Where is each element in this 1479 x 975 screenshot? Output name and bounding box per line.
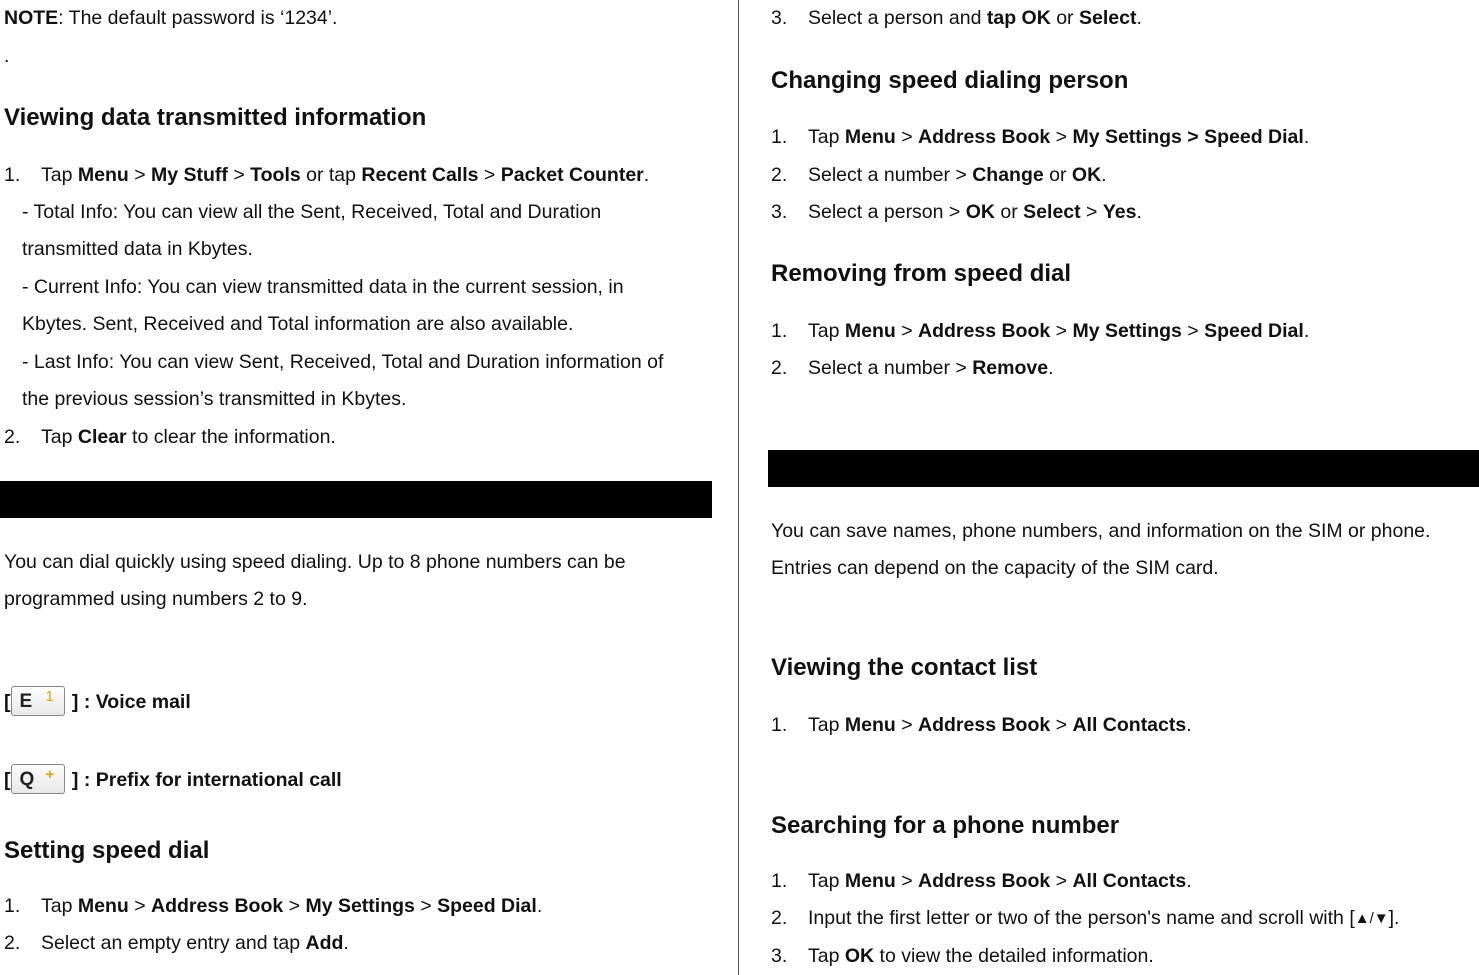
changing-speed-heading: Changing speed dialing person [771, 67, 1129, 94]
removing-step-1: 1. Tap Menu > Address Book > My Settings > Speed Dial. [771, 320, 1310, 342]
viewing-step-1: 1. Tap Menu > My Stuff > Tools or tap Recent Calls > Packet Counter. [4, 164, 650, 186]
changing-step-2: 2. Select a number > Change or OK. [771, 164, 1107, 186]
viewing-contacts-step-1: 1. Tap Menu > Address Book > All Contacts. [771, 714, 1192, 736]
left-column [0, 0, 735, 975]
key-e-icon: E 1 [11, 686, 65, 716]
current-info-text-2: Kbytes. Sent, Received and Total information are also available. [22, 313, 574, 335]
setting-step-1: 1. Tap Menu > Address Book > My Settings > Speed Dial. [4, 895, 543, 917]
column-divider [738, 0, 739, 975]
viewing-contacts-heading: Viewing the contact list [771, 654, 1038, 681]
last-info-text-1: - Last Info: You can view Sent, Received, Total and Duration information of [22, 351, 664, 373]
contacts-intro-2: Entries can depend on the capacity of the SIM card. [771, 557, 1219, 579]
current-info-text-1: - Current Info: You can view transmitted data in the current session, in [22, 276, 624, 298]
setting-step-2: 2. Select an empty entry and tap Add. [4, 932, 349, 954]
setting-speed-dial-heading: Setting speed dial [4, 837, 210, 864]
contacts-intro-1: You can save names, phone numbers, and information on the SIM or phone. [771, 520, 1431, 542]
setting-step-3: 3. Select a person and tap OK or Select. [771, 7, 1142, 29]
prefix-key-line: [ Q + ] : Prefix for international call [4, 764, 342, 794]
searching-step-1: 1. Tap Menu > Address Book > All Contacts. [771, 870, 1192, 892]
stray-dot: . [4, 45, 10, 67]
speed-intro-2: programmed using numbers 2 to 9. [4, 588, 308, 610]
searching-heading: Searching for a phone number [771, 812, 1120, 839]
section-bar-address-book [768, 450, 1479, 487]
total-info-text-1: - Total Info: You can view all the Sent, Received, Total and Duration [22, 201, 602, 223]
speed-intro-1: You can dial quickly using speed dialing. Up to 8 phone numbers can be [4, 551, 626, 573]
up-down-arrow-icon: ▲/▼ [1354, 910, 1389, 927]
note-line: NOTE: The default password is ‘1234’. [4, 7, 338, 29]
right-column [741, 0, 1479, 975]
removing-speed-heading: Removing from speed dial [771, 260, 1072, 287]
removing-step-2: 2. Select a number > Remove. [771, 357, 1054, 379]
searching-step-2: 2. Input the first letter or two of the person's name and scroll with [▲/▼]. [771, 907, 1400, 929]
section-bar-speed-dial [0, 481, 712, 518]
changing-step-3: 3. Select a person > OK or Select > Yes. [771, 201, 1142, 223]
last-info-text-2: the previous session’s transmitted in Kbytes. [22, 388, 407, 410]
searching-step-3: 3. Tap OK to view the detailed information. [771, 945, 1154, 967]
changing-step-1: 1. Tap Menu > Address Book > My Settings > Speed Dial. [771, 126, 1310, 148]
total-info-text-2: transmitted data in Kbytes. [22, 238, 253, 260]
voicemail-key-line: [ E 1 ] : Voice mail [4, 686, 191, 716]
viewing-step-2: 2. Tap Clear to clear the information. [4, 426, 336, 448]
viewing-data-heading: Viewing data transmitted information [4, 104, 427, 131]
key-q-icon: Q + [11, 764, 65, 794]
